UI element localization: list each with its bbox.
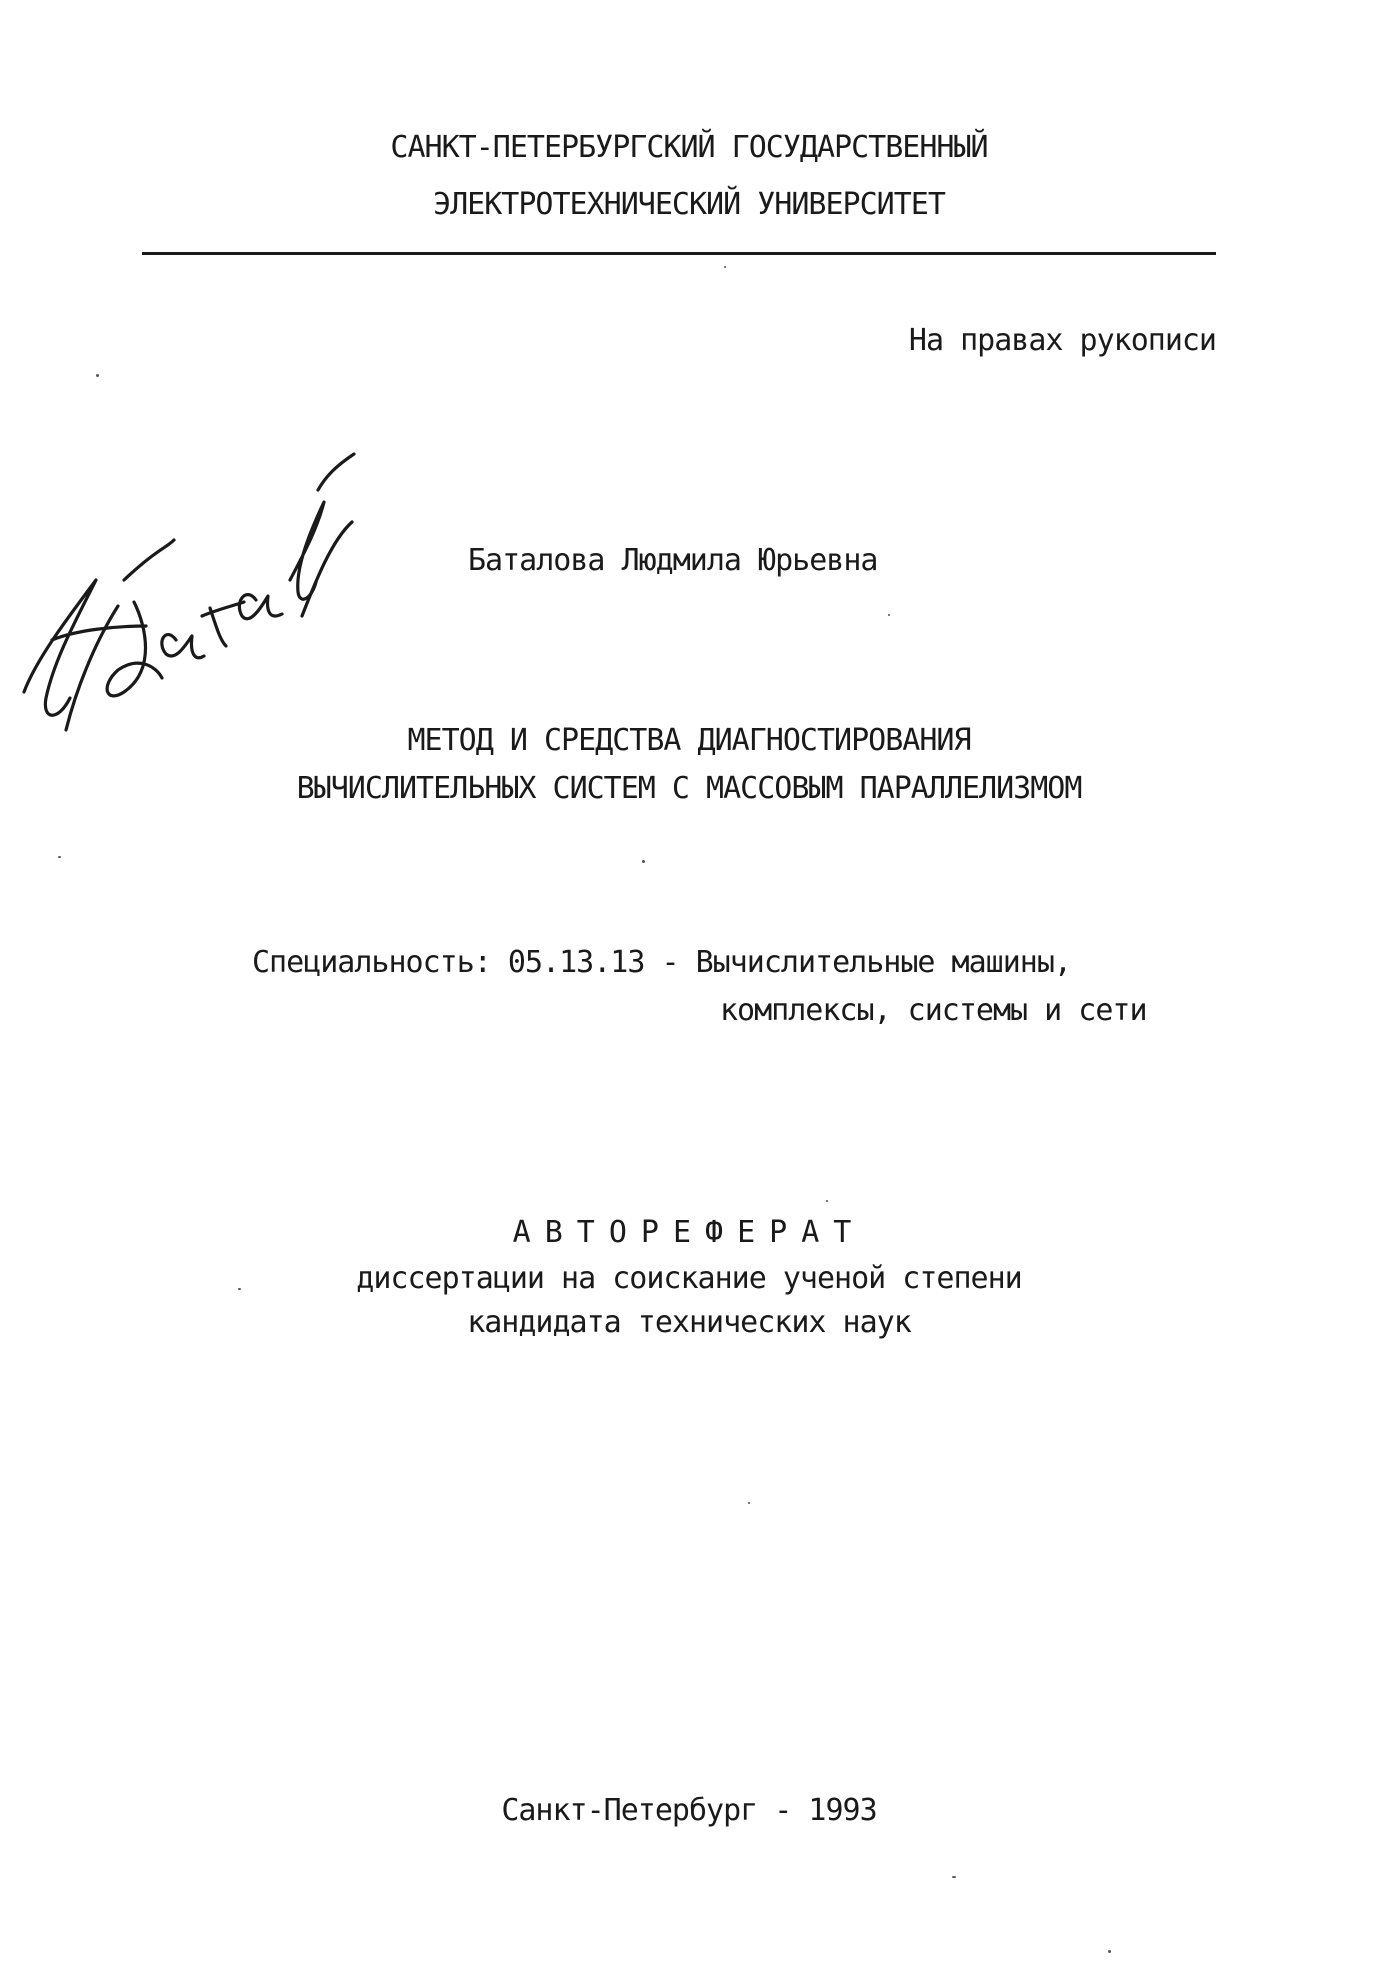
thesis-title-line-2: ВЫЧИСЛИТЕЛЬНЫХ СИСТЕМ С МАССОВЫМ ПАРАЛЛЕЛИЗМОМ [296,771,1082,806]
thesis-title-line-1: МЕТОД И СРЕДСТВА ДИАГНОСТИРОВАНИЯ [407,723,971,758]
scan-speck [748,1502,750,1504]
abstract-line-2: кандидата технических наук [467,1305,911,1340]
abstract-heading: АВТОРЕФЕРАТ [512,1215,866,1250]
signature-text: Батал [6,415,55,434]
author-name: Баталова Людмила Юрьевна [468,543,878,578]
scan-speck [642,860,645,863]
rights-note: На правах рукописи [908,323,1216,358]
specialty-line-1: Специальность: 05.13.13 - Вычислительные машины, [252,945,1071,980]
specialty-line-2: комплексы, системы и сети [720,993,1147,1028]
scan-speck [888,614,890,616]
scan-speck [1108,1950,1111,1953]
scan-speck [724,266,726,268]
place-and-year: Санкт-Петербург - 1993 [501,1793,877,1828]
scan-speck [826,1200,828,1202]
university-name-line-1: САНКТ-ПЕТЕРБУРГСКИЙ ГОСУДАРСТВЕННЫЙ [390,130,988,165]
scan-speck [58,856,61,858]
scan-speck [238,1288,241,1290]
abstract-line-1: диссертации на соискание ученой степени [356,1261,1022,1296]
university-name-line-2: ЭЛЕКТРОТЕХНИЧЕСКИЙ УНИВЕРСИТЕТ [433,187,945,222]
scan-speck [96,374,99,377]
header-divider [142,252,1216,255]
signature [6,415,366,750]
scan-speck [952,1876,956,1878]
